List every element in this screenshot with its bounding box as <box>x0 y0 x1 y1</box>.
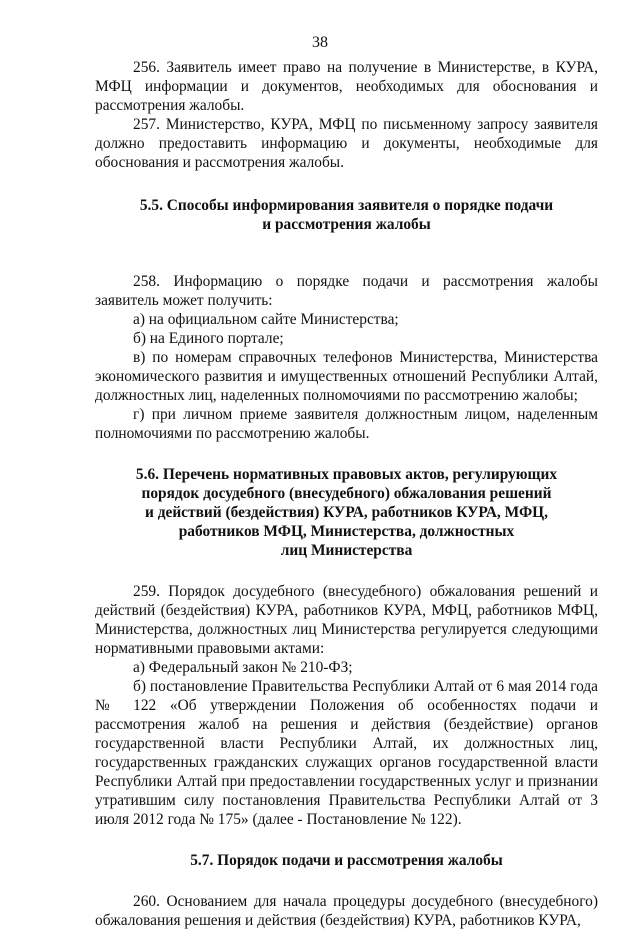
page-number: 38 <box>312 34 328 51</box>
heading-line: 5.5. Способы информирования заявителя о порядке подачи <box>139 197 554 214</box>
heading-line: 5.6. Перечень нормативных правовых актов, регулирующих <box>135 466 558 483</box>
document-body <box>95 58 598 930</box>
paragraph-257: 257. Министерство, КУРА, МФЦ по письменному запросу заявителя должно предоставить информацию и документы, необходимые для обоснования и рассмотрения жалобы. <box>95 116 598 171</box>
list-item-a: а) на официальном сайте Министерства; <box>133 311 399 328</box>
list-item-a: а) Федеральный закон № 210-ФЗ; <box>133 659 353 676</box>
list-item-b: б) на Единого портале; <box>133 330 284 347</box>
paragraph-259: 259. Порядок досудебного (внесудебного) обжалования решений и действий (бездействия) КУРА, работников КУРА, МФЦ, работников МФЦ, Министерства, должностных лиц Министерства регулируется следующими нормативными правовыми актами: <box>95 583 598 657</box>
heading-line: работников МФЦ, Министерства, должностных <box>178 523 515 540</box>
heading-5-7 <box>95 851 598 870</box>
paragraph-256: 256. Заявитель имеет право на получение в Министерстве, в КУРА, МФЦ информации и документов, необходимых для обоснования и рассмотрения жалобы. <box>95 59 598 114</box>
paragraph-258: 258. Информацию о порядке подачи и рассмотрения жалобы заявитель может получить: <box>95 273 598 309</box>
heading-line: лиц Министерства <box>280 542 413 559</box>
paragraph-260: 260. Основанием для начала процедуры досудебного (внесудебного) обжалования решения и действия (бездействия) КУРА, работников КУРА, <box>95 893 598 929</box>
list-item-v: в) по номерам справочных телефонов Министерства, Министерства экономического развития и имущественных отношений Республики Алтай, должностных лиц, наделенных полномочиями по рассмотрению жалобы; <box>95 349 598 404</box>
heading-line: и действий (бездействия) КУРА, работников КУРА, МФЦ, <box>144 504 548 521</box>
heading-line: 5.7. Порядок подачи и рассмотрения жалобы <box>190 852 503 869</box>
list-item-g: г) при личном приеме заявителя должностным лицом, наделенным полномочиями по рассмотрению жалобы. <box>95 406 598 442</box>
list-item-b: б) постановление Правительства Республики Алтай от 6 мая 2014 года № 122 «Об утверждении Положения об особенностях подачи и рассмотрения жалоб на решения и действия (бездействие) органов государственной власти Республики Алтай, их должностных лиц, государственных гражданских служащих органов государственной власти Республики Алтай при предоставлении государственных услуг и признании утратившим силу постановления Правительства Республики Алтай от 3 июля 2012 года № 175» (далее - Постановление № 122). <box>95 678 598 828</box>
heading-5-5 <box>95 196 598 234</box>
heading-line: и рассмотрения жалобы <box>262 216 431 233</box>
heading-5-6 <box>95 465 598 560</box>
heading-line: порядок досудебного (внесудебного) обжалования решений <box>141 485 552 502</box>
